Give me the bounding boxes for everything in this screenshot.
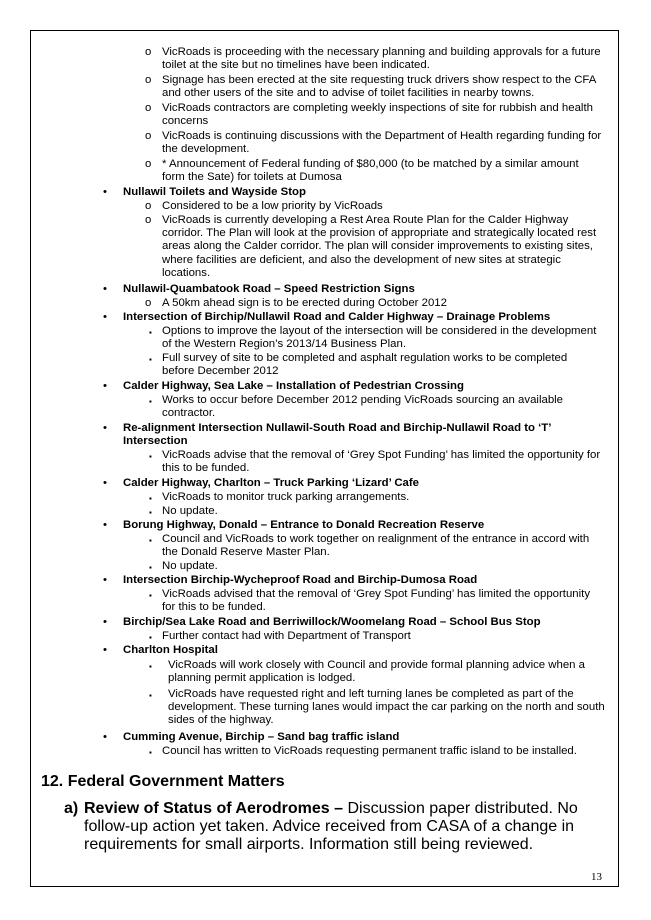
list-item	[145, 200, 602, 213]
item-text: Council and VicRoads to work together on realignment of the entrance in accord with the Donald Reserve Master Plan.	[162, 533, 590, 559]
list-item	[149, 560, 602, 573]
circle-bullet-icon: o	[145, 297, 152, 309]
circle-bullet-icon: o	[145, 158, 152, 170]
bullet-icon: •	[103, 283, 107, 295]
circle-bullet-icon: o	[145, 214, 152, 226]
item-text: Nullawil Toilets and Wayside Stop	[123, 186, 306, 198]
list-item	[149, 491, 602, 504]
list-item	[145, 74, 602, 100]
item-text: VicRoads is continuing discussions with the Department of Health regarding funding for the development.	[162, 130, 602, 156]
item-text: Nullawil-Quambatook Road – Speed Restriction Signs	[123, 283, 415, 295]
square-bullet-icon: ▪	[149, 748, 152, 757]
bullet-icon: •	[103, 311, 107, 323]
bullet-heading	[103, 616, 603, 629]
list-item	[149, 745, 602, 758]
list-item	[145, 297, 602, 310]
list-item	[145, 102, 602, 128]
item-text: Considered to be a low priority by VicRoads	[162, 200, 383, 212]
item-text: VicRoads is proceeding with the necessary planning and building approvals for a future toilet at the site but no timelines have been indicated.	[162, 46, 601, 72]
bullet-icon: •	[103, 519, 107, 531]
list-item	[149, 630, 602, 643]
item-a	[64, 800, 604, 854]
bullet-icon: •	[103, 574, 107, 586]
square-bullet-icon: ▪	[149, 591, 152, 600]
item-a-title: Review of Status of Aerodromes –	[84, 800, 344, 817]
item-text: Works to occur before December 2012 pending VicRoads sourcing an available contractor.	[162, 394, 564, 420]
bullet-heading	[103, 311, 603, 324]
item-text: VicRoads advise that the removal of ‘Grey Spot Funding’ has limited the opportunity for this to be funded.	[162, 449, 601, 475]
section-heading: 12. Federal Government Matters	[41, 773, 285, 790]
list-item	[149, 325, 602, 351]
square-bullet-icon: ▪	[149, 662, 152, 671]
bullet-icon: •	[103, 616, 107, 628]
item-text: Signage has been erected at the site requesting truck drivers show respect to the CFA and other users of the site and to advise of toilet facilities in nearby towns.	[162, 74, 596, 100]
item-text: Birchip/Sea Lake Road and Berriwillock/Woomelang Road – School Bus Stop	[123, 616, 541, 628]
square-bullet-icon: ▪	[149, 691, 152, 700]
circle-bullet-icon: o	[145, 200, 152, 212]
item-text: Full survey of site to be completed and asphalt regulation works to be completed before December 2012	[162, 352, 568, 378]
circle-bullet-icon: o	[145, 74, 152, 86]
item-text: Cumming Avenue, Birchip – Sand bag traffic island	[123, 731, 400, 743]
item-text: Calder Highway, Charlton – Truck Parking ‘Lizard’ Cafe	[123, 477, 420, 489]
square-bullet-icon: ▪	[149, 452, 152, 461]
square-bullet-icon: ▪	[149, 536, 152, 545]
bullet-heading	[103, 477, 603, 490]
list-item	[145, 46, 602, 72]
list-item	[145, 158, 602, 184]
item-text: No update.	[162, 505, 218, 517]
list-item	[145, 130, 602, 156]
item-a-label: a)	[64, 800, 79, 817]
square-bullet-icon: ▪	[149, 508, 152, 517]
item-text: VicRoads will work closely with Council and provide formal planning advice when a planning permit application is lodged.	[168, 659, 586, 685]
item-text: Borung Highway, Donald – Entrance to Donald Recreation Reserve	[123, 519, 485, 531]
bullet-icon: •	[103, 422, 107, 434]
item-text: VicRoads contractors are completing weekly inspections of site for rubbish and health concerns	[162, 102, 593, 128]
list-item	[149, 505, 602, 518]
list-item	[149, 659, 608, 685]
circle-bullet-icon: o	[145, 46, 152, 58]
bullet-heading	[103, 519, 603, 532]
page-number: 13	[591, 871, 602, 883]
bullet-icon: •	[103, 380, 107, 392]
bullet-heading	[103, 283, 603, 296]
bullet-icon: •	[103, 477, 107, 489]
bullet-heading	[103, 644, 603, 657]
bullet-heading	[103, 574, 603, 587]
bullet-heading	[103, 380, 603, 393]
list-item	[149, 533, 602, 559]
item-text: Intersection Birchip-Wycheproof Road and Birchip-Dumosa Road	[123, 574, 478, 586]
list-item	[145, 214, 602, 280]
item-text: * Announcement of Federal funding of $80,000 (to be matched by a similar amount form the Sate) for toilets at Dumosa	[162, 158, 579, 184]
item-text: Charlton Hospital	[123, 644, 218, 656]
item-text: A 50km ahead sign is to be erected during October 2012	[162, 297, 447, 309]
item-text: VicRoads have requested right and left turning lanes be completed as part of the development. These turning lanes would impact the car parking on the north and south sides of the highway.	[168, 688, 605, 727]
square-bullet-icon: ▪	[149, 397, 152, 406]
item-text: VicRoads to monitor truck parking arrangements.	[162, 491, 410, 503]
item-text: Intersection of Birchip/Nullawil Road and Calder Highway – Drainage Problems	[123, 311, 551, 323]
bullet-heading	[103, 731, 603, 744]
square-bullet-icon: ▪	[149, 328, 152, 337]
list-item	[149, 688, 608, 728]
square-bullet-icon: ▪	[149, 633, 152, 642]
bullet-icon: •	[103, 731, 107, 743]
item-text: VicRoads advised that the removal of ‘Grey Spot Funding’ has limited the opportunity for this to be funded.	[162, 588, 591, 614]
square-bullet-icon: ▪	[149, 563, 152, 572]
bullet-heading	[103, 186, 603, 199]
item-text: Re-alignment Intersection Nullawil-South Road and Birchip-Nullawil Road to ‘T’ Intersection	[123, 422, 551, 448]
bullet-heading	[103, 422, 603, 448]
square-bullet-icon: ▪	[149, 494, 152, 503]
list-item	[149, 352, 602, 378]
circle-bullet-icon: o	[145, 130, 152, 142]
item-text: Calder Highway, Sea Lake – Installation of Pedestrian Crossing	[123, 380, 464, 392]
list-item	[149, 394, 602, 420]
list-item	[149, 588, 602, 614]
item-text: No update.	[162, 560, 218, 572]
list-item	[149, 449, 602, 475]
circle-bullet-icon: o	[145, 102, 152, 114]
item-a-body: Discussion paper distributed. No follow-up action yet taken. Advice received from CASA of a change in requirements for small airports. Information still being reviewed.	[84, 800, 578, 853]
item-text: VicRoads is currently developing a Rest Area Route Plan for the Calder Highway corridor. The Plan will look at the provision of appropriate and strategically located rest areas along the Calder corridor. The plan will consider improvements to existing sites, where facilities are deficient, and also the development of new sites at strategic locations.	[162, 214, 597, 279]
square-bullet-icon: ▪	[149, 355, 152, 364]
item-text: Further contact had with Department of Transport	[162, 630, 411, 642]
item-text: Council has written to VicRoads requesting permanent traffic island to be installed.	[162, 745, 577, 757]
item-a-text	[84, 800, 604, 854]
bullet-icon: •	[103, 186, 107, 198]
item-text: Options to improve the layout of the intersection will be considered in the development of the Western Region’s 2013/14 Business Plan.	[162, 325, 597, 351]
bullet-icon: •	[103, 644, 107, 656]
